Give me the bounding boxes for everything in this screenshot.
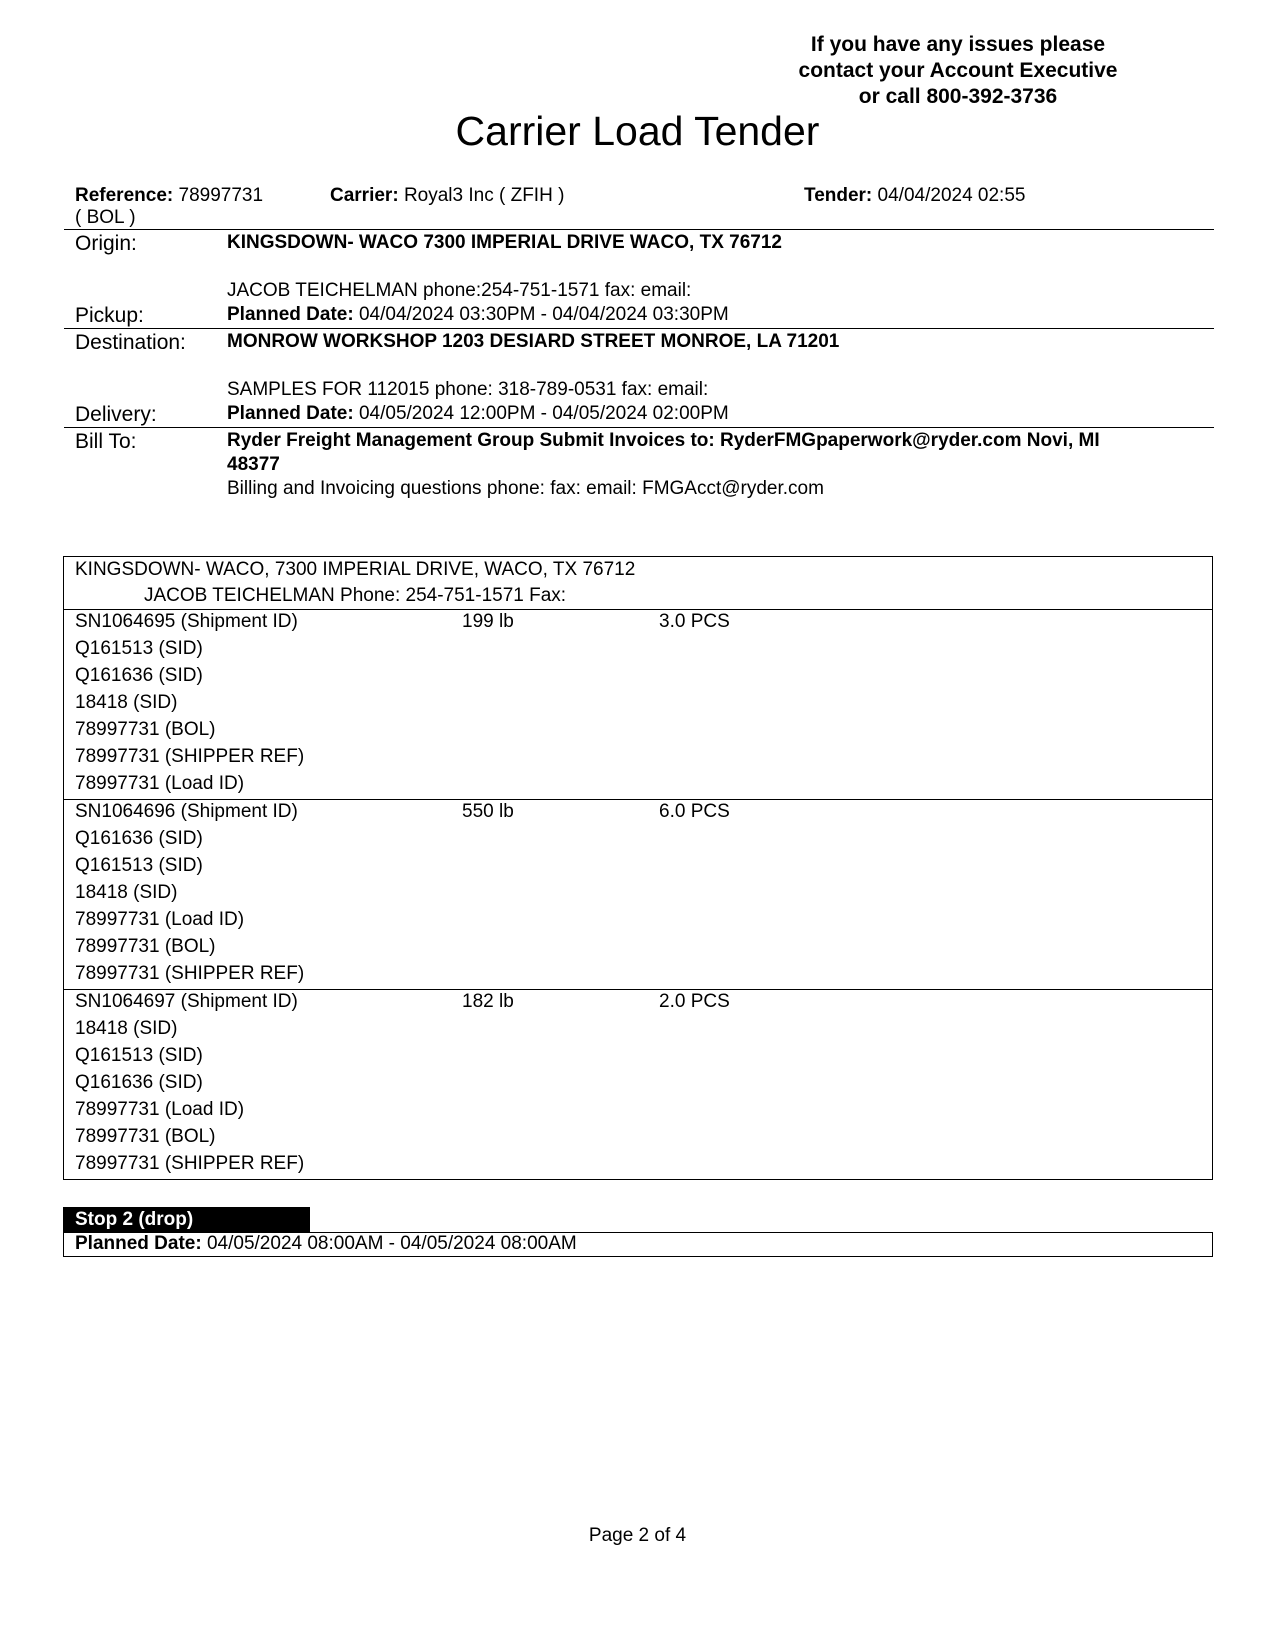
page-number: Page 2 of 4 <box>588 1525 687 1546</box>
stop-2-planned-value: 04/05/2024 08:00AM - 04/05/2024 08:00AM <box>206 1233 577 1254</box>
pickup-planned-date <box>227 303 729 327</box>
origin-label: Origin: <box>75 232 137 255</box>
shipment-pieces: 3.0 PCS <box>659 611 730 632</box>
notice-line-2: contact your Account Executive <box>798 59 1118 82</box>
delivery-label: Delivery: <box>75 403 157 426</box>
stop-2-planned-label: Planned Date: <box>75 1233 202 1254</box>
shipment-weight: 182 lb <box>462 991 514 1012</box>
shipment-ref-line: SN1064696 (Shipment ID) <box>75 801 298 822</box>
bill-to-line-3: Billing and Invoicing questions phone: fax: email: FMGAcct@ryder.com <box>227 478 824 499</box>
pickup-planned-label: Planned Date: <box>227 304 354 325</box>
destination-label: Destination: <box>75 331 186 354</box>
shipment-ref-line: Q161636 (SID) <box>75 1072 203 1093</box>
delivery-planned-value: 04/05/2024 12:00PM - 04/05/2024 02:00PM <box>358 403 729 424</box>
stop-address: KINGSDOWN- WACO, 7300 IMPERIAL DRIVE, WACO, TX 76712 <box>75 559 636 580</box>
stop-2-header: Stop 2 (drop) <box>63 1207 310 1233</box>
bill-to-line-2: 48377 <box>227 454 280 475</box>
shipment-ref-line: 78997731 (BOL) <box>75 719 216 740</box>
reference-value: 78997731 <box>178 185 264 206</box>
shipment-ref-line: 78997731 (SHIPPER REF) <box>75 746 305 767</box>
reference-type: ( BOL ) <box>75 207 136 228</box>
shipment-ref-line: 78997731 (Load ID) <box>75 1099 245 1120</box>
shipment-ref-line: 18418 (SID) <box>75 692 178 713</box>
shipment-ref-line: SN1064695 (Shipment ID) <box>75 611 298 632</box>
tender-field <box>804 184 1025 208</box>
bill-to-label: Bill To: <box>75 430 137 453</box>
reference-label: Reference: <box>75 185 174 206</box>
shipment-pieces: 2.0 PCS <box>659 991 730 1012</box>
shipment-weight: 199 lb <box>462 611 514 632</box>
shipment-ref-line: Q161513 (SID) <box>75 855 203 876</box>
divider <box>64 328 1214 329</box>
delivery-planned-label: Planned Date: <box>227 403 354 424</box>
shipment-ref-line: Q161636 (SID) <box>75 828 203 849</box>
row-divider <box>64 799 1212 800</box>
shipment-ref-line: Q161636 (SID) <box>75 665 203 686</box>
page-title: Carrier Load Tender <box>455 108 820 154</box>
shipment-ref-line: Q161513 (SID) <box>75 1045 203 1066</box>
shipment-ref-line: SN1064697 (Shipment ID) <box>75 991 298 1012</box>
shipment-ref-line: 78997731 (BOL) <box>75 1126 216 1147</box>
delivery-planned-date <box>227 402 729 426</box>
tender-label: Tender: <box>804 185 873 206</box>
shipment-pieces: 6.0 PCS <box>659 801 730 822</box>
shipment-ref-line: 78997731 (BOL) <box>75 936 216 957</box>
carrier-field <box>330 184 564 208</box>
pickup-planned-value: 04/04/2024 03:30PM - 04/04/2024 03:30PM <box>358 304 729 325</box>
shipment-ref-line: 78997731 (Load ID) <box>75 909 245 930</box>
shipment-ref-line: 78997731 (Load ID) <box>75 773 245 794</box>
tender-value: 04/04/2024 02:55 <box>877 185 1026 206</box>
shipment-ref-line: 78997731 (SHIPPER REF) <box>75 963 305 984</box>
row-divider <box>64 609 1212 610</box>
pickup-label: Pickup: <box>75 304 144 327</box>
destination-address: MONROW WORKSHOP 1203 DESIARD STREET MONROE, LA 71201 <box>227 331 840 352</box>
notice-line-3: or call 800-392-3736 <box>858 85 1058 108</box>
carrier-label: Carrier: <box>330 185 399 206</box>
stop-contact: JACOB TEICHELMAN Phone: 254-751-1571 Fax: <box>144 585 567 606</box>
shipment-ref-line: 18418 (SID) <box>75 1018 178 1039</box>
origin-contact: JACOB TEICHELMAN phone:254-751-1571 fax: email: <box>227 280 692 301</box>
notice-line-1: If you have any issues please <box>810 33 1106 56</box>
carrier-value: Royal3 Inc ( ZFIH ) <box>403 185 565 206</box>
origin-address: KINGSDOWN- WACO 7300 IMPERIAL DRIVE WACO, TX 76712 <box>227 232 782 253</box>
destination-contact: SAMPLES FOR 112015 phone: 318-789-0531 fax: email: <box>227 379 709 400</box>
reference-field <box>75 184 263 208</box>
row-divider <box>64 989 1212 990</box>
account-executive-notice <box>778 32 1138 110</box>
shipment-ref-line: 78997731 (SHIPPER REF) <box>75 1153 305 1174</box>
shipment-ref-line: 18418 (SID) <box>75 882 178 903</box>
divider <box>64 229 1214 230</box>
divider <box>64 427 1214 428</box>
shipment-ref-line: Q161513 (SID) <box>75 638 203 659</box>
shipment-weight: 550 lb <box>462 801 514 822</box>
stop-details-table <box>63 556 1213 1180</box>
bill-to-line-1: Ryder Freight Management Group Submit Invoices to: RyderFMGpaperwork@ryder.com Novi, MI <box>227 430 1100 451</box>
stop-2-planned-date <box>63 1232 1213 1257</box>
